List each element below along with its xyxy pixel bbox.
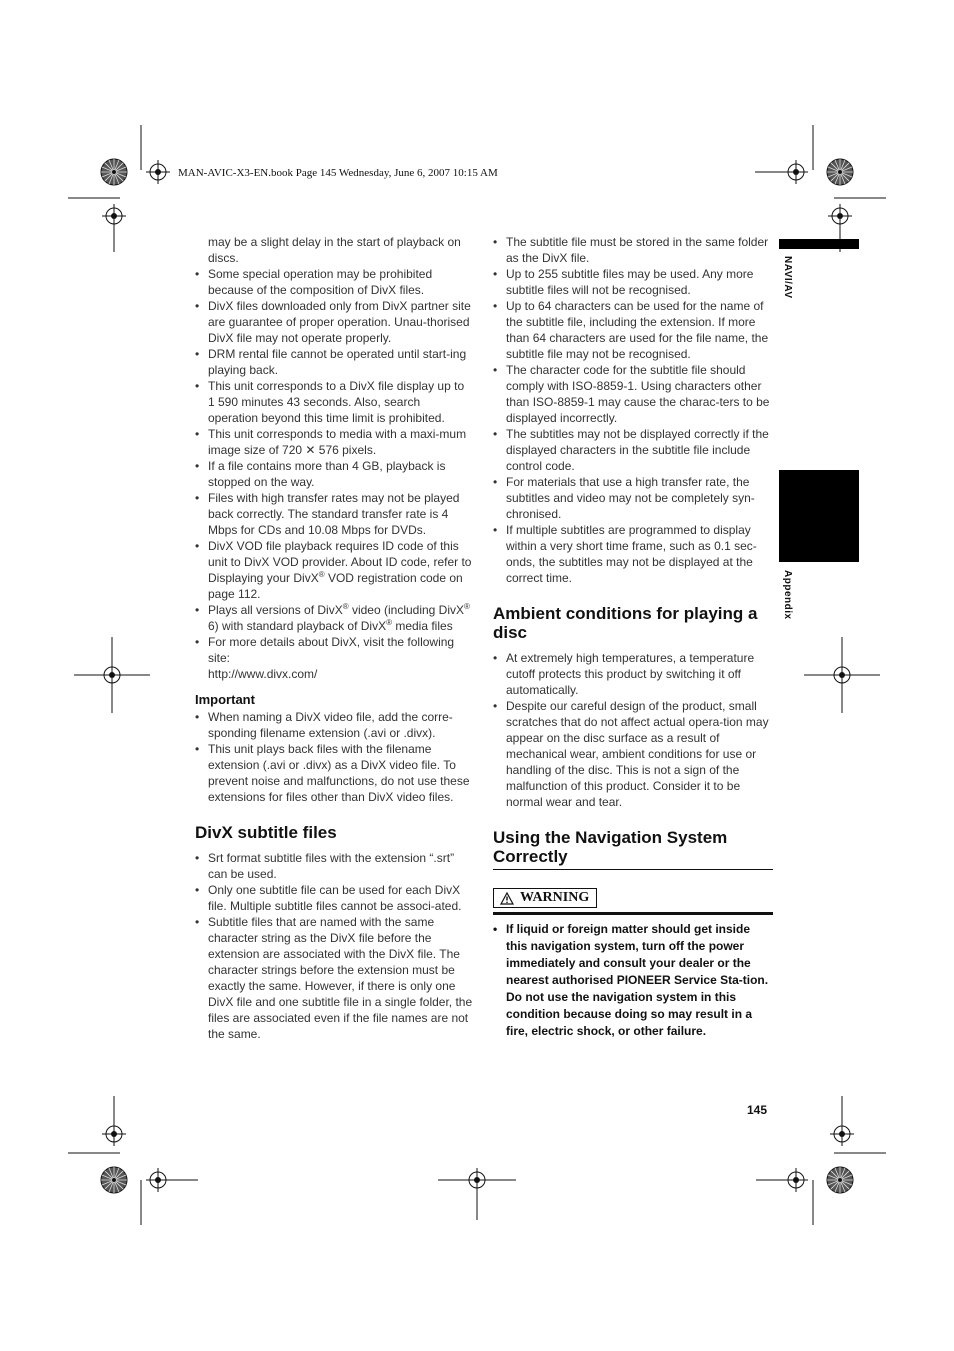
ambient-list: [493, 650, 773, 810]
left-column: [195, 234, 473, 1042]
list-item: • When naming a DivX video file, add the corre-sponding filename extension (.avi or .divx).: [195, 709, 473, 741]
navigation-correctly-heading: Using the Navigation System Correctly: [493, 828, 773, 870]
list-item: • For materials that use a high transfer rate, the subtitles and video may not be completely syn-chronised.: [493, 474, 773, 522]
section-tab-navi-av: [779, 239, 859, 249]
subtitle-list: [195, 850, 473, 1042]
important-list: [195, 709, 473, 805]
list-item: • The subtitles may not be displayed correctly if the displayed characters in the subtitle file include control code.: [493, 426, 773, 474]
list-item: • DRM rental file cannot be operated until start-ing playing back.: [195, 346, 473, 378]
ambient-conditions-heading: Ambient conditions for playing a disc: [493, 604, 758, 642]
section-label-appendix: Appendix: [782, 570, 793, 620]
right-column: [493, 234, 773, 1040]
list-item: • At extremely high temperatures, a temperature cutoff protects this product by switching it off automatically.: [493, 650, 773, 698]
list-item: may be a slight delay in the start of playback on discs.: [208, 235, 461, 265]
list-item: • Despite our careful design of the product, small scratches that do not affect actual opera-tion may appear on the disc surface as a result of mechanical wear, ambient conditions for use or handling of the disc. This is not a sign of the malfunction of this product. Consider it to be normal wear and tear.: [493, 698, 773, 810]
list-item: • If liquid or foreign matter should get inside this navigation system, turn off the power immediately and consult your dealer or the nearest authorised PIONEER Service Sta-tion. Do not use the navigation system in this condition because doing so may result in a fire, electric shock, or other failure.: [493, 921, 773, 1040]
list-item: • If multiple subtitles are programmed to display within a very short time frame, such as 0.1 sec-onds, the subtitles may not be displayed at the correct time.: [493, 522, 773, 586]
warning-banner: [493, 888, 773, 915]
list-item: • DivX files downloaded only from DivX partner site are guarantee of proper operation. Unau-thorised DivX file may not operate properly.: [195, 298, 473, 346]
important-heading: Important: [195, 692, 255, 707]
crop-mark-bottom-right: [756, 1096, 886, 1225]
list-item: • This unit corresponds to media with a maxi-mum image size of 720 ✕ 576 pixels.: [195, 426, 473, 458]
list-item: • Srt format subtitle files with the extension “.srt” can be used.: [195, 850, 473, 882]
crop-mark-right-mid: [804, 637, 880, 713]
list-item: • This unit corresponds to a DivX file display up to 1 590 minutes 43 seconds. Also, search operation beyond this time limit is prohibited.: [195, 378, 473, 426]
divx-url-link[interactable]: http://www.divx.com/: [208, 667, 318, 681]
subtitle-rules-list: [493, 234, 773, 586]
warning-triangle-icon: [500, 892, 514, 905]
warning-label: WARNING: [520, 890, 590, 905]
crop-mark-left-mid: [74, 637, 150, 713]
list-item: • Plays all versions of DivX® video (including DivX® 6) with standard playback of DivX® media files: [195, 602, 473, 634]
section-tab-appendix: [779, 470, 859, 562]
list-item: • Some special operation may be prohibited because of the composition of DivX files.: [195, 266, 473, 298]
list-item: • Up to 64 characters can be used for the name of the subtitle file, including the extension. If more than 64 characters are used for the file name, the subtitle file may not be recognised.: [493, 298, 773, 362]
list-item: • DivX VOD file playback requires ID code of this unit to DivX VOD provider. About ID code, refer to Displaying your DivX® VOD registration code on page 112.: [195, 538, 473, 602]
warning-label-box: [493, 888, 597, 908]
list-item: • The character code for the subtitle file should comply with ISO-8859-1. Using characters other than ISO-8859-1 may cause the charac-ters to be displayed incorrectly.: [493, 362, 773, 426]
list-item: • Up to 255 subtitle files may be used. Any more subtitle files will not be recognised.: [493, 266, 773, 298]
list-item: • Files with high transfer rates may not be played back correctly. The standard transfer rate is 4 Mbps for CDs and 10.08 Mbps for DVDs.: [195, 490, 473, 538]
list-item: • The subtitle file must be stored in the same folder as the DivX file.: [493, 234, 773, 266]
divx-subtitle-heading: DivX subtitle files: [195, 823, 337, 842]
crop-mark-bottom-center: [438, 1168, 516, 1220]
section-label-navi-av: NAVI/AV: [782, 256, 793, 299]
page-number: 145: [747, 1103, 768, 1117]
list-item: • For more details about DivX, visit the following site: http://www.divx.com/: [195, 634, 473, 682]
crop-mark-top-left: [68, 125, 170, 252]
divx-notes-list: [195, 234, 473, 682]
print-header: MAN-AVIC-X3-EN.book Page 145 Wednesday, June 6, 2007 10:15 AM: [178, 167, 498, 179]
list-item: • If a file contains more than 4 GB, playback is stopped on the way.: [195, 458, 473, 490]
crop-mark-top-right: [755, 125, 886, 252]
warning-list: [493, 921, 773, 1040]
crop-mark-bottom-left: [68, 1096, 198, 1225]
list-item: • This unit plays back files with the filename extension (.avi or .divx) as a DivX video file. To prevent noise and malfunctions, do not use these extensions for files other than DivX video files.: [195, 741, 473, 805]
list-item: • Subtitle files that are named with the same character string as the DivX file before the extension are associated with the DivX file. The character strings before the extension must be exactly the same. However, if there is only one DivX file and one subtitle file in a single folder, the files are associated even if the file names are not the same.: [195, 914, 473, 1042]
list-item: • Only one subtitle file can be used for each DivX file. Multiple subtitle files cannot be associ-ated.: [195, 882, 473, 914]
